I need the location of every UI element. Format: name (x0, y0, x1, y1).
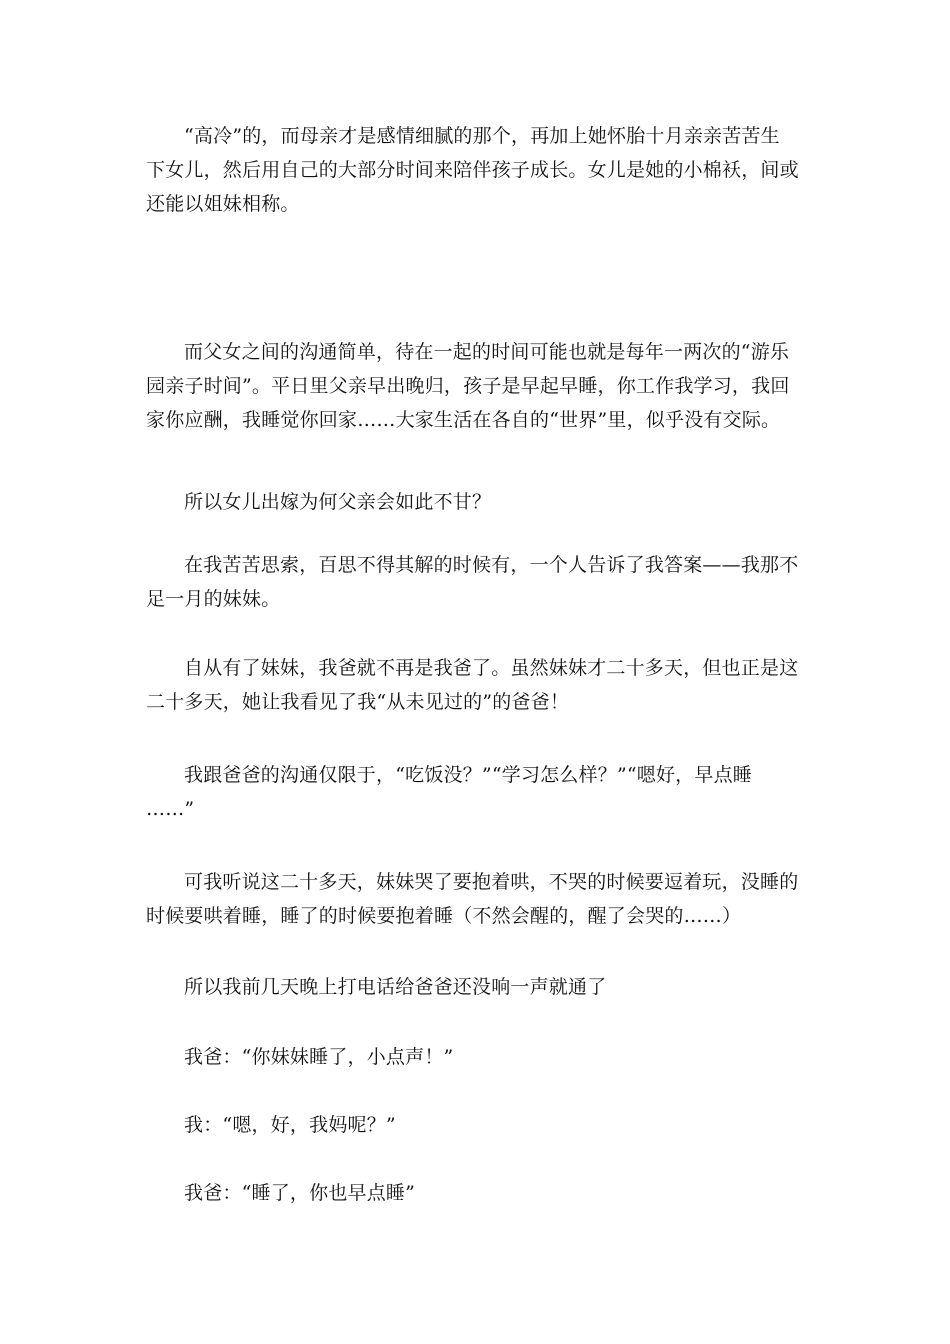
paragraph-line: “高冷”的，而母亲才是感情细腻的那个，再加上她怀胎十月亲亲苦苦生 (184, 125, 780, 147)
paragraph-line: 下女儿，然后用自己的大部分时间来陪伴孩子成长。女儿是她的小棉袄，间或 (146, 159, 799, 181)
paragraph-line: 我跟爸爸的沟通仅限于，“吃饭没？”“学习怎么样？”“嗯好，早点睡 (184, 764, 752, 786)
paragraph-line: 所以女儿出嫁为何父亲会如此不甘？ (184, 491, 492, 513)
paragraph-10 (146, 1108, 806, 1142)
paragraph-line: 我：“嗯，好，我妈呢？” (184, 1114, 396, 1136)
paragraph-3 (146, 485, 806, 519)
paragraph-line: 可我听说这二十多天，妹妹哭了要抱着哄，不哭的时候要逗着玩，没睡的 (184, 871, 799, 893)
paragraph-line: 园亲子时间”。平日里父亲早出晚归，孩子是早起早睡，你工作我学习，我回 (146, 375, 790, 397)
paragraph-1 (146, 119, 806, 221)
paragraph-11 (146, 1176, 806, 1210)
paragraph-line: 而父女之间的沟通简单，待在一起的时间可能也就是每年一两次的“游乐 (184, 341, 790, 363)
paragraph-line: 在我苦苦思索，百思不得其解的时候有，一个人告诉了我答案——我那不 (184, 554, 799, 576)
paragraph-5 (146, 651, 806, 719)
paragraph-line: 二十多天，她让我看见了我“从未见过的”的爸爸！ (146, 691, 570, 713)
paragraph-6 (146, 758, 806, 826)
paragraph-4 (146, 548, 806, 616)
paragraph-line: 所以我前几天晚上打电话给爸爸还没响一声就通了 (184, 976, 607, 998)
paragraph-line: 我爸：“你妹妹睡了，小点声！” (184, 1046, 454, 1068)
paragraph-8 (146, 970, 806, 1004)
paragraph-9 (146, 1040, 806, 1074)
paragraph-line: 足一月的妹妹。 (146, 588, 281, 610)
paragraph-line: ……” (146, 798, 195, 820)
paragraph-line: 自从有了妹妹，我爸就不再是我爸了。虽然妹妹才二十多天，但也正是这 (184, 657, 799, 679)
paragraph-7 (146, 865, 806, 933)
paragraph-line: 时候要哄着睡，睡了的时候要抱着睡（不然会醒的，醒了会哭的……） (146, 905, 742, 927)
paragraph-line: 我爸：“睡了，你也早点睡” (184, 1182, 416, 1204)
paragraph-line: 还能以姐妹相称。 (146, 193, 300, 215)
paragraph-2 (146, 335, 806, 437)
paragraph-line: 家你应酬，我睡觉你回家……大家生活在各自的“世界”里，似乎没有交际。 (146, 409, 781, 431)
